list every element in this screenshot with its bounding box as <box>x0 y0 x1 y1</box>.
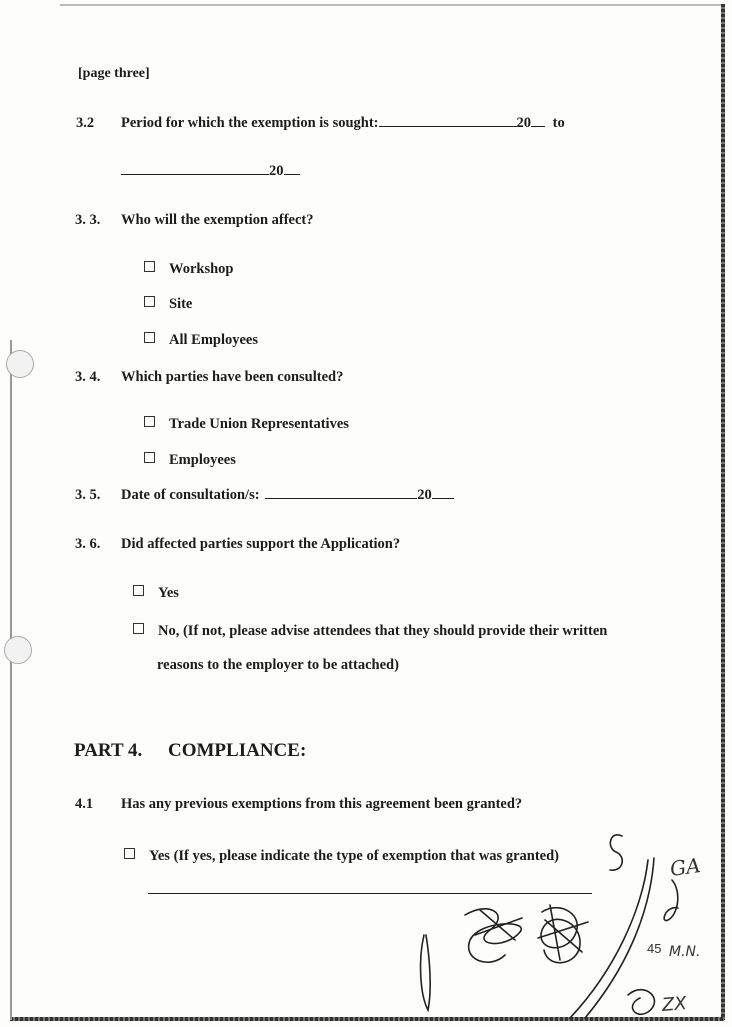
punch-hole <box>6 350 34 378</box>
section-number: 3. 5. <box>75 487 101 503</box>
scan-border-left <box>10 340 12 1020</box>
scan-border-right <box>721 4 725 1020</box>
signature-scribbles <box>410 820 710 1020</box>
checkbox[interactable] <box>144 452 155 463</box>
page-label: [page three] <box>78 66 150 81</box>
question-previous-exemptions: Has any previous exemptions from this agreement been granted? <box>121 796 523 812</box>
checkbox-option[interactable] <box>144 332 258 349</box>
blank-year[interactable] <box>432 497 454 499</box>
year-prefix: 20 <box>269 163 284 179</box>
scan-border-top <box>60 4 725 6</box>
checkbox[interactable] <box>124 848 135 859</box>
handwritten-initials: M.N. <box>669 944 701 960</box>
checkbox-option[interactable] <box>133 585 179 602</box>
section-number: 3. 3. <box>75 212 101 228</box>
signature-stroke <box>570 860 648 1018</box>
section-number: 4.1 <box>75 796 94 812</box>
handwritten-initials: GA <box>668 852 702 882</box>
section-number: 3. 4. <box>75 369 101 385</box>
blank-year[interactable] <box>531 125 545 127</box>
handwritten-initials: ZX <box>661 992 688 1017</box>
question-consultation-date <box>121 487 454 504</box>
year-prefix: 20 <box>516 115 532 131</box>
year-prefix: 20 <box>417 487 432 503</box>
signature-stroke <box>538 905 588 960</box>
blank-year[interactable] <box>284 173 300 175</box>
signature-stroke <box>465 909 521 962</box>
blank-consultation-date[interactable] <box>265 497 417 499</box>
part-label: PART 4. <box>74 740 143 761</box>
checkbox[interactable] <box>144 332 155 343</box>
to-word: to <box>552 115 565 131</box>
question-text: Date of consultation/s: <box>121 487 260 503</box>
blank-end-date[interactable] <box>121 173 269 175</box>
signature-stroke <box>421 935 431 1010</box>
page-number: 45 <box>647 941 662 956</box>
section-number: 3. 6. <box>75 536 101 552</box>
checkbox-option[interactable] <box>144 452 236 469</box>
punch-hole <box>4 636 32 664</box>
option-label: Trade Union Representatives <box>169 416 349 432</box>
checkbox-option[interactable] <box>133 623 607 640</box>
checkbox[interactable] <box>144 296 155 307</box>
checkbox[interactable] <box>133 585 144 596</box>
question-period <box>121 115 565 132</box>
checkbox[interactable] <box>144 416 155 427</box>
question-text: Period for which the exemption is sought: <box>121 115 379 131</box>
question-consulted: Which parties have been consulted? <box>121 369 344 385</box>
option-label: Employees <box>169 452 236 468</box>
section-number: 3.2 <box>76 115 95 131</box>
option-label: All Employees <box>169 332 259 348</box>
part-title: COMPLIANCE: <box>168 740 307 761</box>
signature-stroke <box>628 990 654 1015</box>
checkbox[interactable] <box>133 623 144 634</box>
question-affect: Who will the exemption affect? <box>121 212 314 228</box>
signature-stroke <box>610 835 622 870</box>
checkbox[interactable] <box>144 261 155 272</box>
option-label: Yes <box>158 585 179 601</box>
option-label: Site <box>169 296 193 312</box>
period-end-line <box>121 163 300 180</box>
option-label: Yes (If yes, please indicate the type of exemption that was granted) <box>149 848 559 864</box>
blank-start-date[interactable] <box>379 125 517 127</box>
question-support: Did affected parties support the Application? <box>121 536 401 552</box>
option-label: Workshop <box>169 261 234 277</box>
checkbox-option[interactable] <box>144 261 233 278</box>
checkbox-option[interactable] <box>144 416 349 433</box>
signature-stroke <box>664 880 678 921</box>
checkbox-option[interactable] <box>144 296 192 313</box>
option-label: No, (If not, please advise attendees that they should provide their written <box>158 623 608 639</box>
option-continuation: reasons to the employer to be attached) <box>157 657 399 673</box>
